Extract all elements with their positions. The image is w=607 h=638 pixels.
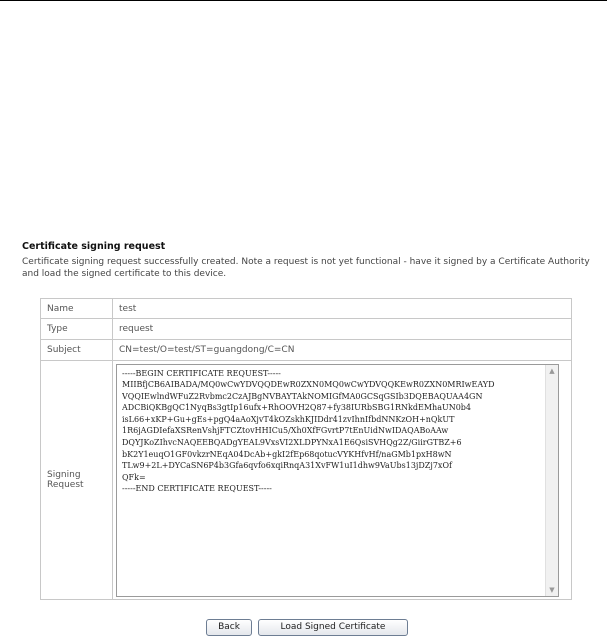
- back-button[interactable]: Back: [206, 619, 252, 636]
- top-divider: [0, 0, 607, 1]
- scroll-down-arrow-icon[interactable]: ▼: [549, 585, 555, 594]
- signing-request-label: Signing Request: [41, 361, 113, 600]
- scroll-up-arrow-icon[interactable]: ▲: [549, 366, 555, 375]
- type-label: Type: [41, 319, 113, 340]
- subject-label: Subject: [41, 340, 113, 361]
- intro-text: Certificate signing request successfully created. Note a request is not yet functional - have it signed by a Certificate Authority and load the signed certificate to this device.: [22, 257, 590, 279]
- page-title: Certificate signing request: [22, 241, 166, 252]
- table-row-signing-request: [41, 361, 572, 600]
- table-row-subject: [41, 340, 572, 361]
- subject-value: CN=test/O=test/ST=guangdong/C=CN: [113, 340, 572, 361]
- table-row-type: [41, 319, 572, 340]
- table-row-name: [41, 299, 572, 319]
- certificate-info-table: [40, 298, 572, 600]
- signing-request-cell: [113, 361, 572, 600]
- signing-request-text[interactable]: -----BEGIN CERTIFICATE REQUEST----- MIIBfjCB6AIBADA/MQ0wCwYDVQQDEwR0ZXN0MQ0wCwYDVQQKEwR0ZXN0MRIwEAYD VQQIEwlndWFuZ2Rvbmc2CzAJBgNVBAYTAkNOMIGfMA0GCSqGSIb3DQEBAQUAA4GN ADCBiQKBgQC1NyqBs3gtIp16ufx+RhOOVH2Q87+fy38IURbSBG1RNkdEMhaUN0b4 isL66+xKP+Gu+gEs+pgQ4aAoXjvT4kOZskhKJIDdr41zvIhnIfbdNNKzOH+nQkUT 1R6jAGDIefaXSRenVshjFTCZtovHHICu5/Xh0XfFGvrtP7tEnUidNwIDAQABoAAw DQYJKoZIhvcNAQEEBQADgYEAL9VxsVI2XLDPYNxA1E6QsiSVHQg2Z/GiirGTBZ+6 bK2Y1euqO1GF0vkzrNEqA04DcAb+gkI2fEp68qotucVYKHfvHf/naGMb1pxH8wN TLw9+2L+DYCaSN6P4b3Gfa6qvfo6xqiRnqA31XvFW1uI1dhw9VaUbs13jDZj7xOf QFk= -----END CERTIFICATE REQUEST-----: [122, 368, 495, 494]
- type-value: request: [113, 319, 572, 340]
- load-signed-certificate-button[interactable]: Load Signed Certificate: [258, 619, 408, 636]
- name-label: Name: [41, 299, 113, 319]
- signing-request-textarea[interactable]: [116, 364, 559, 597]
- name-value: test: [113, 299, 572, 319]
- textarea-scrollbar[interactable]: [545, 365, 558, 596]
